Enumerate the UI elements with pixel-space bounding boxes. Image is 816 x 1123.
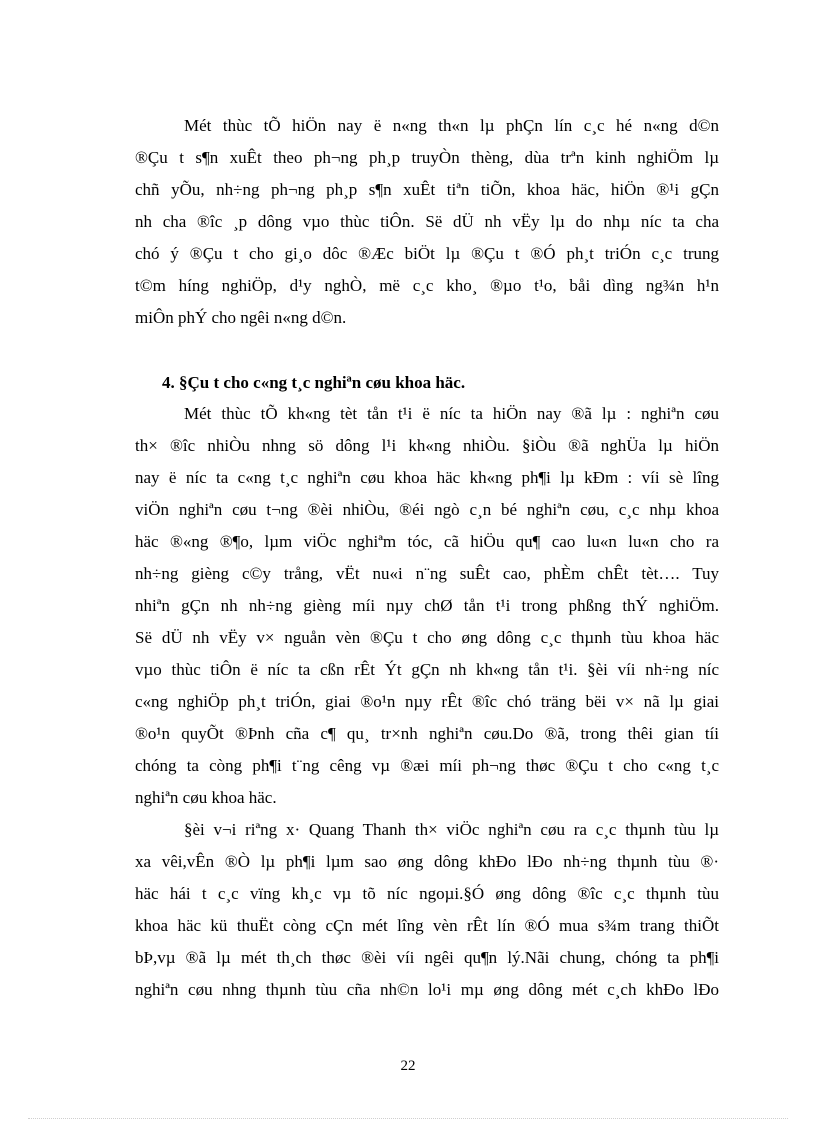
text-line: chóng ta còng ph¶i t¨ng cêng vµ ®æi míi ph¬ng thøc ®Çu t cho c«ng t¸c (135, 756, 719, 775)
text-line: nay ë níc ta c«ng t¸c nghiªn cøu khoa häc kh«ng ph¶i lµ kÐm : víi sè lîng (135, 468, 719, 487)
text-line: Së dÜ nh vËy v× nguån vèn ®Çu t cho øng dông c¸c thµnh tùu khoa häc (135, 628, 719, 647)
text-line: nghiªn cøu nhng thµnh tùu cña nh©n lo¹i mµ øng dông mét c¸ch khÐo lÐo (135, 980, 719, 999)
text-line: bÞ,vµ ®ã lµ mét th¸ch thøc ®èi víi ngêi qu¶n lý.Nãi chung, chóng ta ph¶i (135, 948, 719, 967)
text-line: ®Çu t s¶n xuÊt theo ph¬ng ph¸p truyÒn thèng, dùa trªn kinh nghiÖm lµ (135, 148, 719, 167)
text-line: t©m híng nghiÖp, d¹y nghÒ, më c¸c kho¸ ®µo t¹o, båi dìng ng¾n h¹n (135, 276, 719, 295)
text-line: nghiªn cøu khoa häc. (135, 788, 277, 807)
text-line: nhiªn gÇn nh nh÷ng gièng míi nµy chØ tån t¹i trong phßng thÝ nghiÖm. (135, 596, 719, 615)
page-number: 22 (400, 1058, 416, 1074)
text-line: nh÷ng gièng c©y trång, vËt nu«i n¨ng suÊt cao, phÈm chÊt tèt…. Tuy (135, 564, 719, 583)
text-line: th× ®îc nhiÒu nhng sö dông l¹i kh«ng nhiÒu. §iÒu ®ã nghÜa lµ hiÖn (135, 436, 719, 455)
text-line: nh cha ®îc ¸p dông vµo thùc tiÔn. Së dÜ nh vËy lµ do nhµ níc ta cha (135, 212, 719, 231)
section-heading: 4. §Çu t cho c«ng t¸c nghiªn cøu khoa häc. (162, 373, 466, 392)
text-line: vµo thùc tiÔn ë níc ta cßn rÊt Ýt gÇn nh kh«ng tån t¹i. §èi víi nh÷ng níc (135, 660, 719, 679)
text-line: khoa häc kü thuËt còng cÇn mét lîng vèn rÊt lín ®Ó mua s¾m trang thiÕt (135, 916, 719, 935)
page-bottom-divider (28, 1118, 788, 1119)
text-line: chó ý ®Çu t cho gi¸o dôc ®Æc biÖt lµ ®Çu t ®Ó ph¸t triÓn c¸c trung (135, 244, 719, 263)
text-line: miÔn phÝ cho ngêi n«ng d©n. (135, 308, 347, 327)
text-line: häc ®«ng ®¶o, lµm viÖc nghiªm tóc, cã hiÖu qu¶ cao lu«n lu«n cho ra (135, 532, 719, 551)
text-line: xa vêi,vÊn ®Ò lµ ph¶i lµm sao øng dông khÐo lÐo nh÷ng thµnh tùu ®· (135, 852, 719, 871)
text-line: Mét thùc tÕ kh«ng tèt tån t¹i ë níc ta hiÖn nay ®ã lµ : nghiªn cøu (184, 404, 719, 423)
text-line: ®o¹n quyÕt ®Þnh cña c¶ qu¸ tr×nh nghiªn cøu.Do ®ã, trong thêi gian tíi (135, 724, 719, 743)
text-line: viÖn nghiªn cøu t¬ng ®èi nhiÒu, ®éi ngò c¸n bé nghiªn cøu, c¸c nhµ khoa (135, 500, 719, 519)
text-line: Mét thùc tÕ hiÖn nay ë n«ng th«n lµ phÇn lín c¸c hé n«ng d©n (184, 116, 719, 135)
text-line: c«ng nghiÖp ph¸t triÓn, giai ®o¹n nµy rÊt ®îc chó träng bëi v× nã lµ giai (135, 692, 719, 711)
text-line: häc hái t c¸c vïng kh¸c vµ tõ níc ngoµi.§Ó øng dông ®îc c¸c thµnh tùu (135, 884, 719, 903)
text-line: chñ yÕu, nh÷ng ph¬ng ph¸p s¶n xuÊt tiªn tiÕn, khoa häc, hiÖn ®¹i gÇn (135, 180, 719, 199)
text-line: §èi v¬i riªng x· Quang Thanh th× viÖc nghiªn cøu ra c¸c thµnh tùu lµ (184, 820, 719, 839)
